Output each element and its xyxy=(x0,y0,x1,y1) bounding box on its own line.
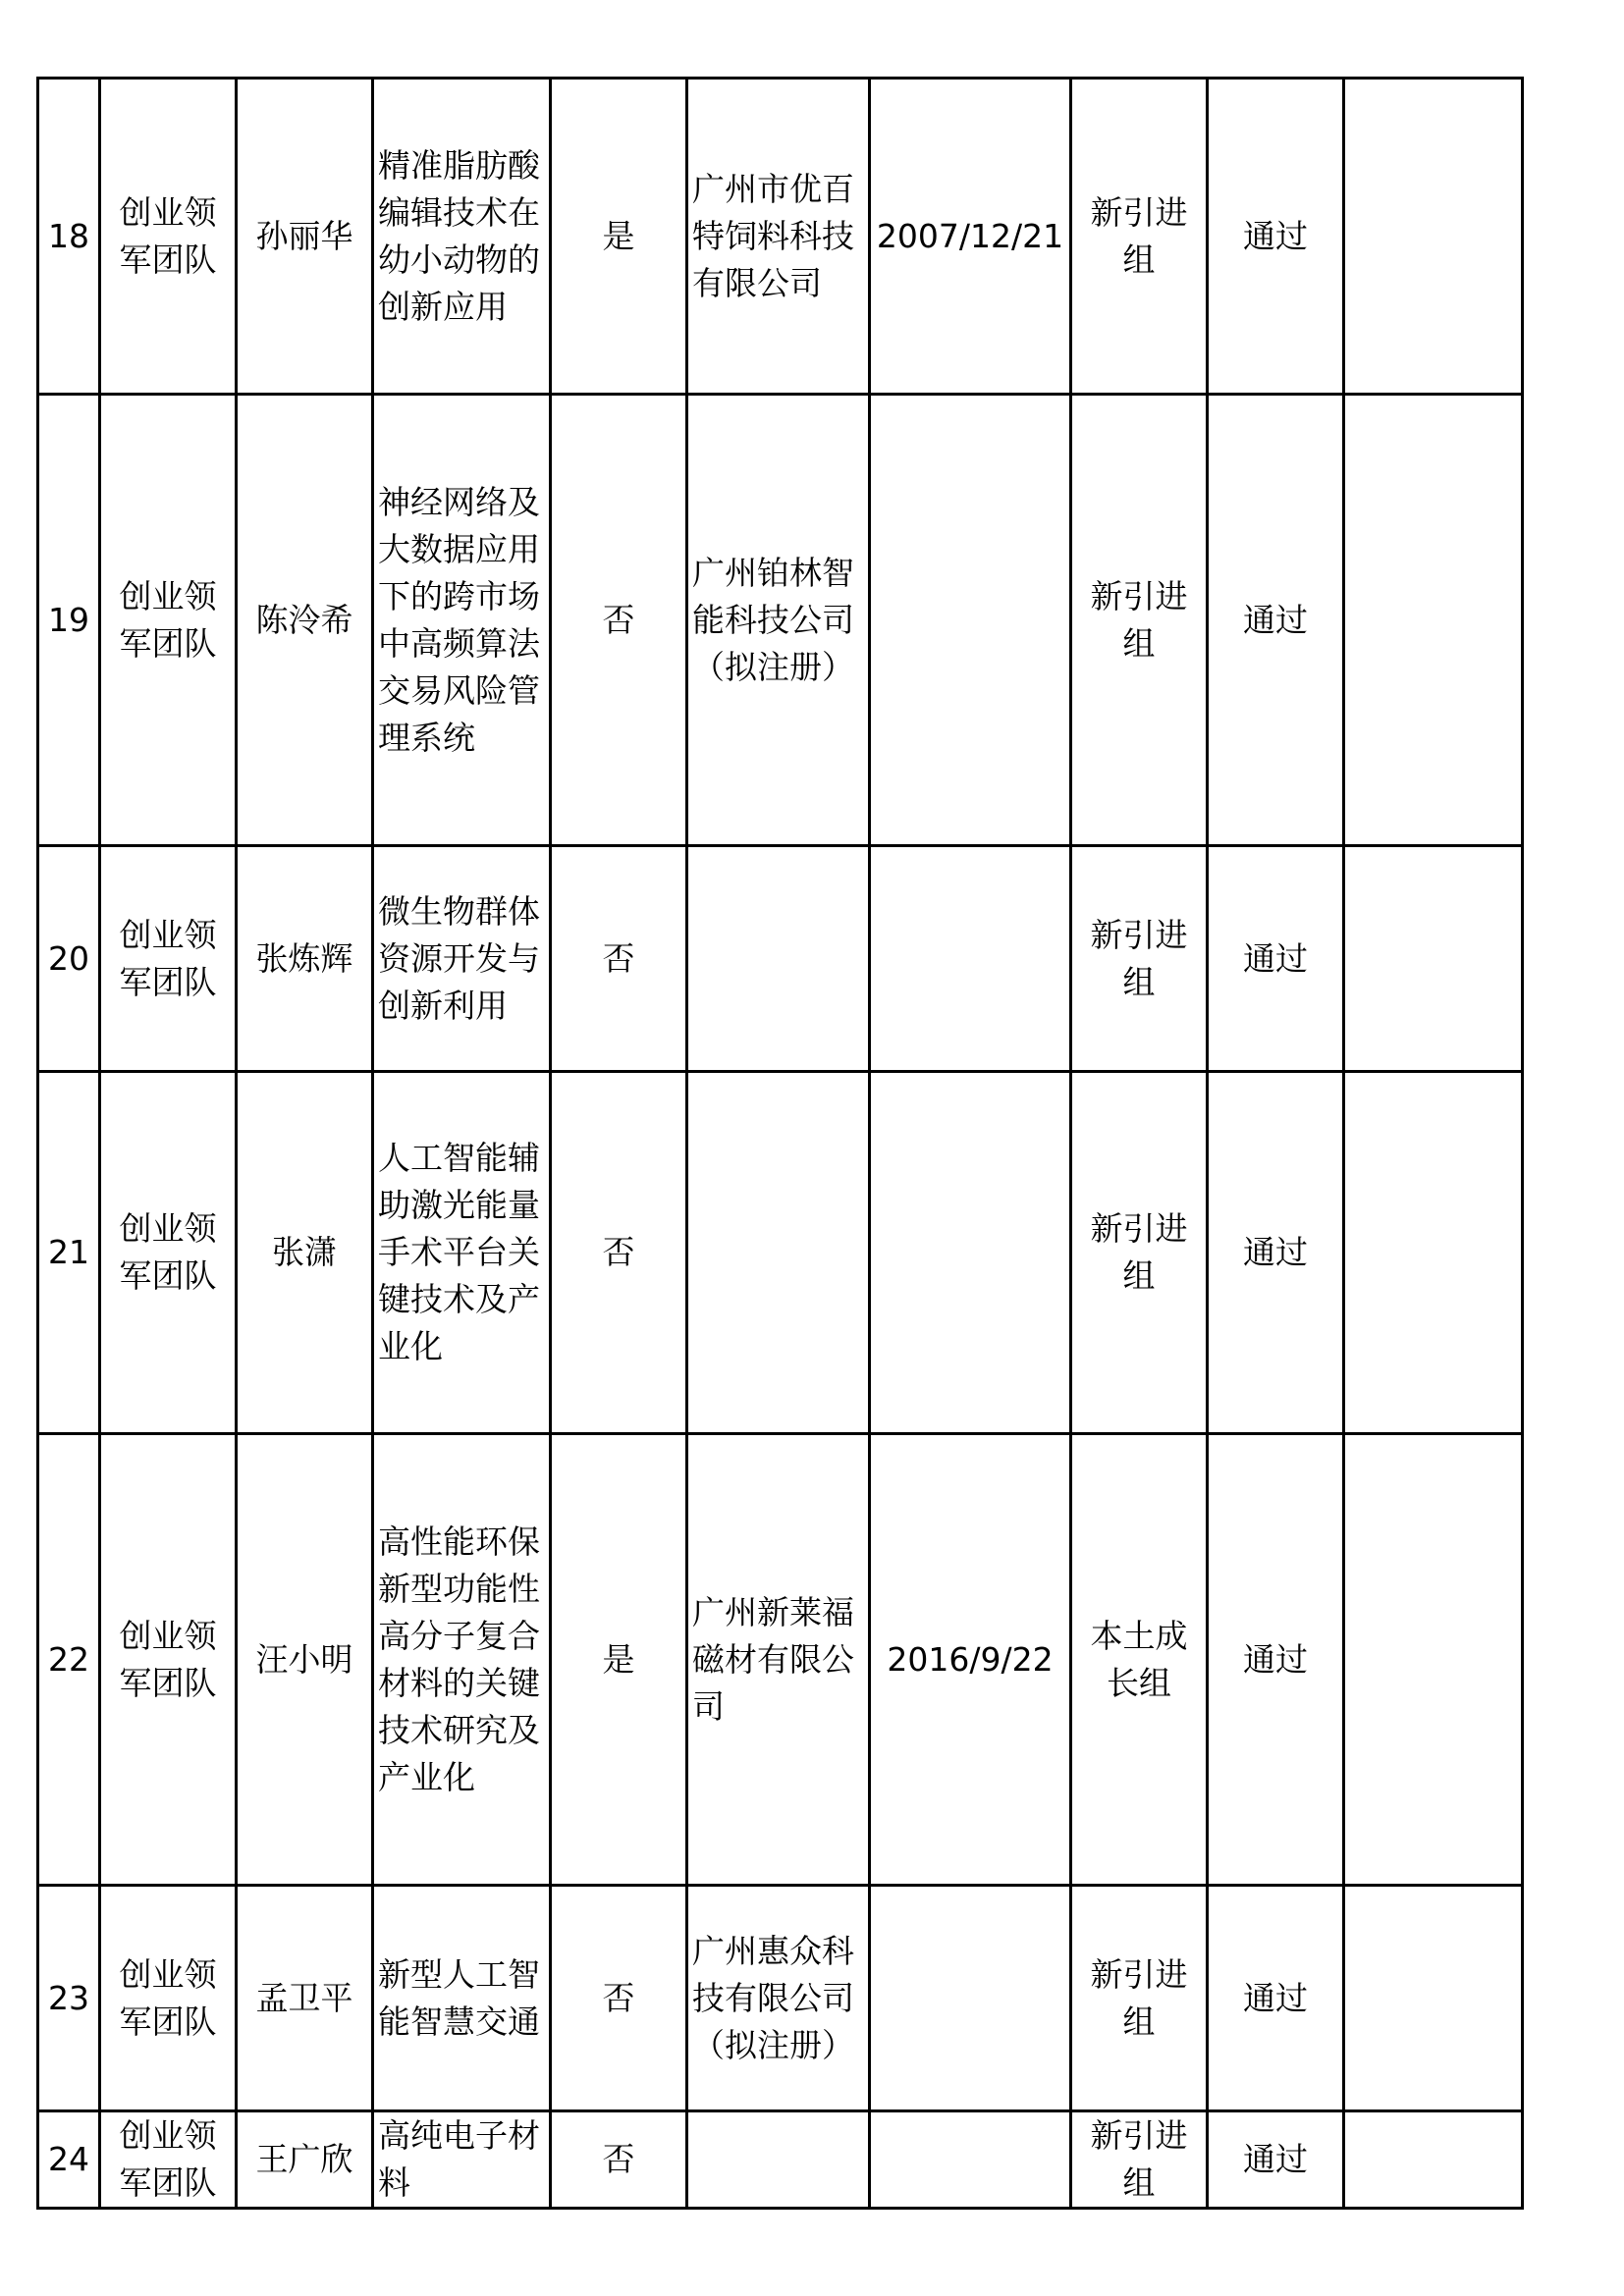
table-row xyxy=(38,395,1523,846)
result-cell: 通过 xyxy=(1208,1434,1344,1886)
table-row xyxy=(38,1886,1523,2111)
result-cell: 通过 xyxy=(1208,395,1344,846)
row-number: 19 xyxy=(38,395,100,846)
note-cell xyxy=(1344,846,1523,1072)
note-cell xyxy=(1344,1072,1523,1434)
registered-cell: 否 xyxy=(551,846,687,1072)
company-cell: 广州市优百 特饲料科技 有限公司 xyxy=(687,79,870,395)
category-cell: 创业领 军团队 xyxy=(100,1434,237,1886)
registered-cell: 是 xyxy=(551,79,687,395)
company-cell: 广州铂林智 能科技公司 （拟注册） xyxy=(687,395,870,846)
registered-cell: 否 xyxy=(551,1072,687,1434)
project-name-cell: 神经网络及 大数据应用 下的跨市场 中高频算法 交易风险管 理系统 xyxy=(373,395,551,846)
registration-date-cell xyxy=(870,395,1071,846)
row-number: 20 xyxy=(38,846,100,1072)
company-cell xyxy=(687,2111,870,2209)
result-cell: 通过 xyxy=(1208,1072,1344,1434)
row-number: 24 xyxy=(38,2111,100,2209)
row-number: 21 xyxy=(38,1072,100,1434)
registered-cell: 否 xyxy=(551,1886,687,2111)
group-cell: 新引进 组 xyxy=(1071,79,1208,395)
project-name-cell: 高性能环保 新型功能性 高分子复合 材料的关键 技术研究及 产业化 xyxy=(373,1434,551,1886)
note-cell xyxy=(1344,1886,1523,2111)
group-cell: 本土成 长组 xyxy=(1071,1434,1208,1886)
result-cell: 通过 xyxy=(1208,846,1344,1072)
company-cell: 广州新莱福 磁材有限公 司 xyxy=(687,1434,870,1886)
note-cell xyxy=(1344,1434,1523,1886)
group-cell: 新引进 组 xyxy=(1071,395,1208,846)
company-cell xyxy=(687,1072,870,1434)
registration-date-cell: 2016/9/22 xyxy=(870,1434,1071,1886)
group-cell: 新引进 组 xyxy=(1071,846,1208,1072)
group-cell: 新引进 组 xyxy=(1071,1072,1208,1434)
result-cell: 通过 xyxy=(1208,2111,1344,2209)
leader-name-cell: 张炼辉 xyxy=(237,846,373,1072)
result-cell: 通过 xyxy=(1208,1886,1344,2111)
registration-date-cell: 2007/12/21 xyxy=(870,79,1071,395)
category-cell: 创业领 军团队 xyxy=(100,2111,237,2209)
project-name-cell: 高纯电子材 料 xyxy=(373,2111,551,2209)
leader-name-cell: 陈泠希 xyxy=(237,395,373,846)
category-cell: 创业领 军团队 xyxy=(100,1886,237,2111)
table-row xyxy=(38,1072,1523,1434)
registration-date-cell xyxy=(870,1072,1071,1434)
note-cell xyxy=(1344,2111,1523,2209)
registration-date-cell xyxy=(870,846,1071,1072)
leader-name-cell: 王广欣 xyxy=(237,2111,373,2209)
note-cell xyxy=(1344,395,1523,846)
leader-name-cell: 汪小明 xyxy=(237,1434,373,1886)
company-cell xyxy=(687,846,870,1072)
registered-cell: 否 xyxy=(551,2111,687,2209)
leader-name-cell: 孙丽华 xyxy=(237,79,373,395)
category-cell: 创业领 军团队 xyxy=(100,846,237,1072)
category-cell: 创业领 军团队 xyxy=(100,1072,237,1434)
row-number: 22 xyxy=(38,1434,100,1886)
table-row xyxy=(38,1434,1523,1886)
registered-cell: 是 xyxy=(551,1434,687,1886)
project-name-cell: 新型人工智 能智慧交通 xyxy=(373,1886,551,2111)
talent-team-table xyxy=(36,77,1524,2210)
note-cell xyxy=(1344,79,1523,395)
company-cell: 广州惠众科 技有限公司 （拟注册） xyxy=(687,1886,870,2111)
row-number: 18 xyxy=(38,79,100,395)
project-name-cell: 精准脂肪酸 编辑技术在 幼小动物的 创新应用 xyxy=(373,79,551,395)
project-name-cell: 微生物群体 资源开发与 创新利用 xyxy=(373,846,551,1072)
row-number: 23 xyxy=(38,1886,100,2111)
category-cell: 创业领 军团队 xyxy=(100,79,237,395)
category-cell: 创业领 军团队 xyxy=(100,395,237,846)
table-row xyxy=(38,79,1523,395)
registration-date-cell xyxy=(870,2111,1071,2209)
leader-name-cell: 孟卫平 xyxy=(237,1886,373,2111)
result-cell: 通过 xyxy=(1208,79,1344,395)
table-row xyxy=(38,846,1523,1072)
table-row xyxy=(38,2111,1523,2209)
group-cell: 新引进 组 xyxy=(1071,1886,1208,2111)
project-name-cell: 人工智能辅 助激光能量 手术平台关 键技术及产 业化 xyxy=(373,1072,551,1434)
leader-name-cell: 张潇 xyxy=(237,1072,373,1434)
group-cell: 新引进 组 xyxy=(1071,2111,1208,2209)
registration-date-cell xyxy=(870,1886,1071,2111)
registered-cell: 否 xyxy=(551,395,687,846)
